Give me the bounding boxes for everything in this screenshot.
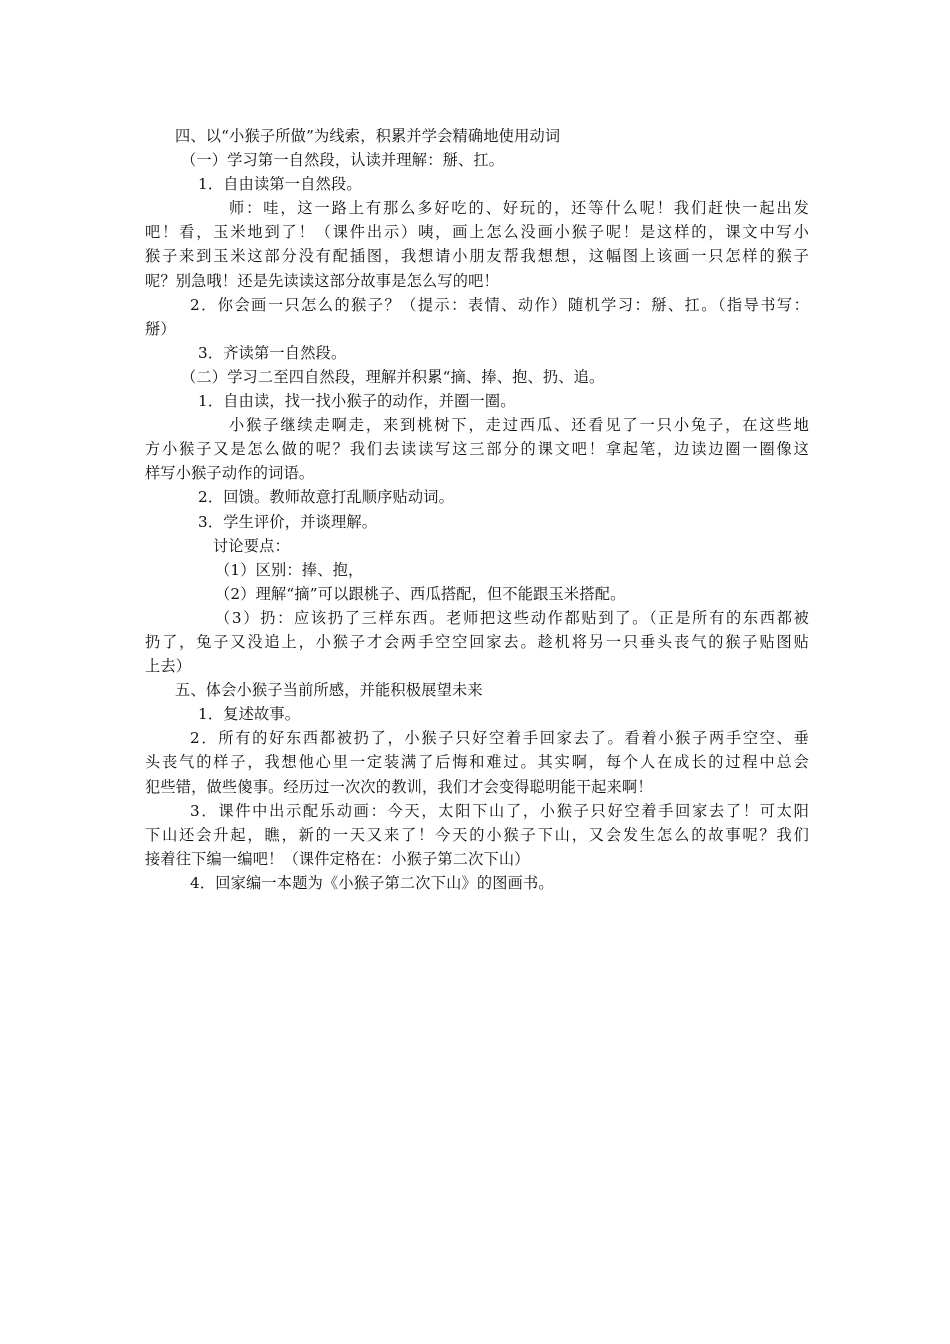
- step-item: 1．自由读第一自然段。: [198, 175, 362, 194]
- paragraph-line: 扔了，兔子又没追上，小猴子才会两手空空回家去。趁机将另一只垂头丧气的猴子贴图贴: [145, 632, 809, 651]
- document-body: [145, 124, 809, 895]
- discussion-point: （3）扔：应该扔了三样东西。老师把这些动作都贴到了。（正是所有的东西都被: [215, 608, 809, 627]
- discussion-point: （2）理解“摘”可以跟桃子、西瓜搭配，但不能跟玉米搭配。: [215, 584, 626, 603]
- step-item: 2．回馈。教师故意打乱顺序贴动词。: [198, 488, 455, 507]
- subsection-heading-2: （二）学习二至四自然段，理解并积累“摘、捧、抱、扔、追。: [181, 367, 605, 386]
- paragraph-line: 猴子来到玉米这部分没有配插图，我想请小朋友帮我想想，这幅图上该画一只怎样的猴子: [145, 247, 809, 266]
- step-item: 1．自由读，找一找小猴子的动作，并圈一圈。: [198, 392, 516, 411]
- section-heading-5: 五、体会小猴子当前所感，并能积极展望未来: [175, 681, 483, 700]
- step-item: 4．回家编一本题为《小猴子第二次下山》的图画书。: [190, 873, 554, 892]
- paragraph-line: 师：哇，这一路上有那么多好吃的、好玩的，还等什么呢！我们赶快一起出发: [229, 199, 809, 218]
- step-item: 3．齐读第一自然段。: [198, 343, 347, 362]
- step-item: 2．所有的好东西都被扔了，小猴子只好空着手回家去了。看着小猴子两手空空、垂: [190, 729, 809, 748]
- paragraph-line: 方小猴子又是怎么做的呢？我们去读读写这三部分的课文吧！拿起笔，边读边圈一圈像这: [145, 440, 809, 459]
- paragraph-line: 掰）: [145, 319, 176, 338]
- paragraph-line: 下山还会升起，瞧，新的一天又来了！今天的小猴子下山，又会发生怎么的故事呢？我们: [145, 825, 809, 844]
- section-heading-4: 四、以“小猴子所做”为线索，积累并学会精确地使用动词: [175, 127, 561, 145]
- paragraph-line: 呢？别急哦！还是先读读这部分故事是怎么写的吧！: [145, 271, 499, 290]
- paragraph-line: 小猴子继续走啊走，来到桃树下，走过西瓜、还看见了一只小兔子，在这些地: [229, 416, 809, 435]
- step-item: 1．复述故事。: [198, 705, 301, 724]
- paragraph-line: 头丧气的样子，我想他心里一定装满了后悔和难过。其实啊，每个人在成长的过程中总会: [145, 753, 809, 772]
- paragraph-line: 样写小猴子动作的词语。: [145, 464, 315, 483]
- step-item: 2．你会画一只怎么的猴子？（提示：表情、动作）随机学习：掰、扛。（指导书写：: [190, 295, 809, 314]
- paragraph-line: 上去）: [145, 657, 192, 676]
- step-item: 3．课件中出示配乐动画：今天，太阳下山了，小猴子只好空着手回家去了！可太阳: [190, 801, 809, 820]
- paragraph-line: 犯些错，做些傻事。经历过一次次的教训，我们才会变得聪明能干起来啊！: [145, 777, 653, 796]
- discussion-point: （1）区别：捧、抱，: [215, 560, 364, 579]
- discussion-label: 讨论要点：: [213, 536, 290, 555]
- paragraph-line: 接着往下编一编吧！（课件定格在：小猴子第二次下山）: [145, 849, 530, 868]
- step-item: 3．学生评价，并谈理解。: [198, 512, 378, 531]
- paragraph-line: 吧！看，玉米地到了！（课件出示）咦，画上怎么没画小猴子呢！是这样的，课文中写小: [145, 223, 809, 242]
- subsection-heading-1: （一）学习第一自然段，认读并理解：掰、扛。: [181, 151, 505, 170]
